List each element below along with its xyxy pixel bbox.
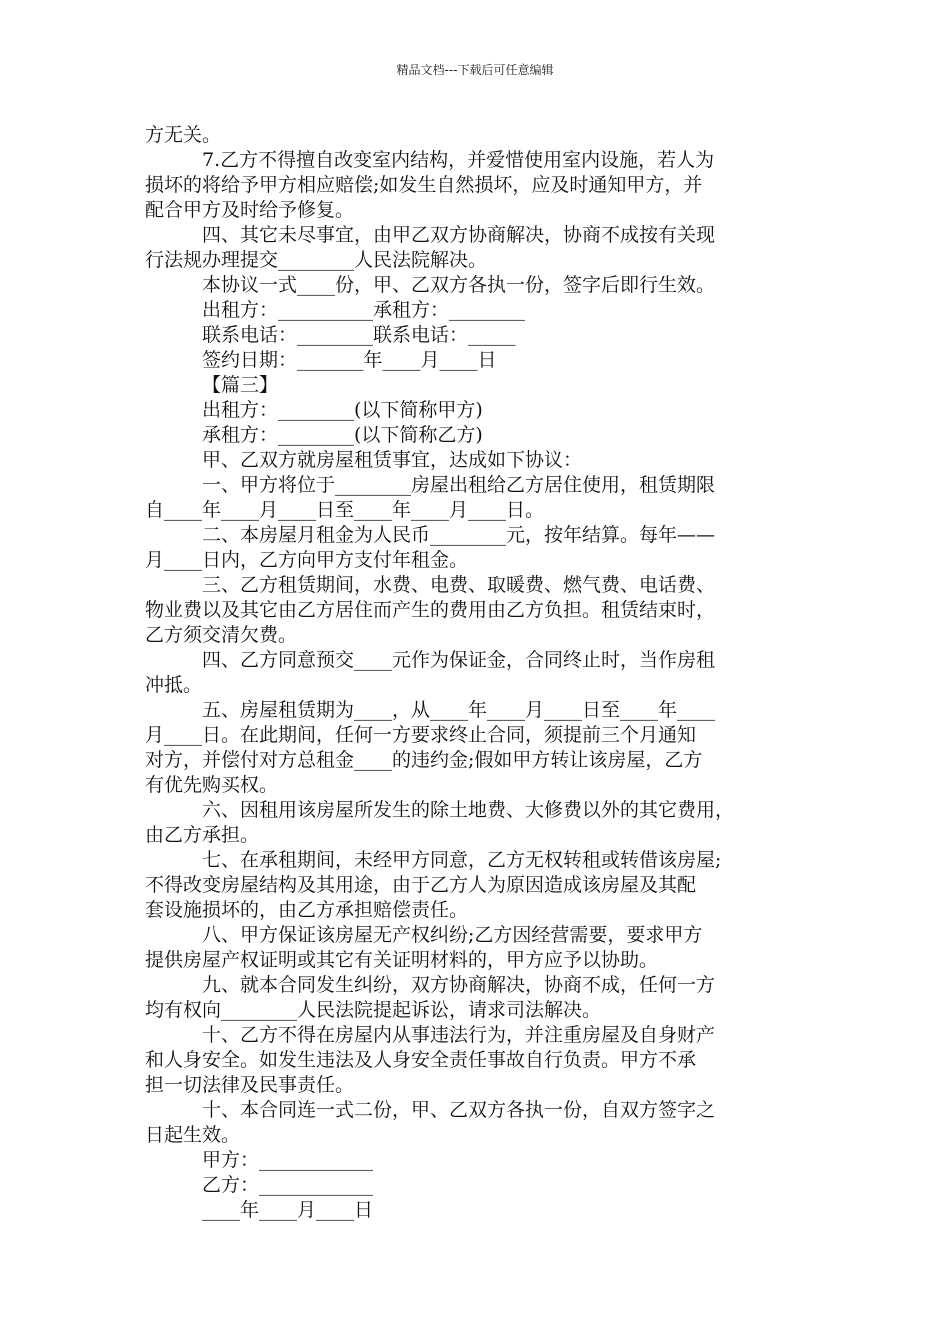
text-line: 出租方：________(以下简称甲方): [202, 399, 483, 421]
text-line: 甲方：____________: [202, 1149, 374, 1171]
text-line: 三、乙方租赁期间，水费、电费、取暖费、燃气费、电话费、: [202, 574, 716, 596]
text-line: 甲、乙双方就房屋租赁事宜，达成如下协议：: [202, 449, 583, 471]
page-header: 精品文档---下载后可任意编辑: [396, 63, 554, 77]
text-line: 二、本房屋月租金为人民币________元，按年结算。每年——: [202, 524, 716, 546]
text-line: 承租方：________(以下简称乙方): [202, 424, 483, 446]
text-line: ____年____月____日: [202, 1199, 374, 1221]
text-line: 月____日内，乙方向甲方支付年租金。: [145, 549, 469, 571]
text-line: 行法规办理提交________人民法院解决。: [145, 249, 488, 271]
text-line: 签约日期：_______年____月____日: [202, 349, 497, 371]
text-line: 九、就本合同发生纠纷，双方协商解决，协商不成，任何一方: [202, 974, 716, 996]
document-body: [145, 123, 810, 1223]
text-line: 五、房屋租赁期为____，从____年____月____日至____年____: [202, 699, 716, 721]
text-line: 损坏的将给予甲方相应赔偿;如发生自然损坏，应及时通知甲方，并: [145, 174, 703, 196]
text-line: 四、乙方同意预交____元作为保证金，合同终止时，当作房租: [202, 649, 716, 671]
text-line: 冲抵。: [145, 674, 203, 696]
text-line: 十、乙方不得在房屋内从事违法行为，并注重房屋及自身财产: [202, 1024, 716, 1046]
text-line: 担一切法律及民事责任。: [145, 1074, 355, 1096]
text-line: 本协议一式____份，甲、乙双方各执一份，签字后即行生效。: [202, 274, 716, 296]
text-line: 乙方：____________: [202, 1174, 374, 1196]
text-line: 套设施损坏的，由乙方承担赔偿责任。: [145, 899, 469, 921]
text-line: 方无关。: [145, 124, 222, 146]
text-line: 乙方须交清欠费。: [145, 624, 298, 646]
text-line: 7.乙方不得擅自改变室内结构，并爱惜使用室内设施，若人为: [202, 149, 715, 171]
text-line: 物业费以及其它由乙方居住而产生的费用由乙方负担。租赁结束时，: [145, 599, 716, 621]
text-line: 对方，并偿付对方总租金____的违约金;假如甲方转让该房屋，乙方: [145, 749, 703, 771]
text-line: 六、因租用该房屋所发生的除土地费、大修费以外的其它费用，: [202, 799, 735, 821]
text-line: 日起生效。: [145, 1124, 241, 1146]
text-line: 和人身安全。如发生违法及人身安全责任事故自行负责。甲方不承: [145, 1049, 697, 1071]
text-line: 配合甲方及时给予修复。: [145, 199, 355, 221]
text-line: 十、本合同连一式二份，甲、乙双方各执一份，自双方签字之: [202, 1099, 716, 1121]
text-line: 提供房屋产权证明或其它有关证明材料的，甲方应予以协助。: [145, 949, 659, 971]
text-line: 有优先购买权。: [145, 774, 279, 796]
text-line: 由乙方承担。: [145, 824, 260, 846]
text-line: 四、其它未尽事宜，由甲乙双方协商解决，协商不成按有关现: [202, 224, 716, 246]
text-line: 【篇三】: [202, 374, 279, 396]
text-line: 自____年____月____日至____年____月____日。: [145, 499, 545, 521]
text-line: 七、在承租期间，未经甲方同意，乙方无权转租或转借该房屋;: [202, 849, 722, 871]
text-line: 八、甲方保证该房屋无产权纠纷;乙方因经营需要，要求甲方: [202, 924, 703, 946]
text-line: 一、甲方将位于________房屋出租给乙方居住使用，租赁期限: [202, 474, 716, 496]
text-line: 联系电话：________联系电话：_____: [202, 324, 516, 346]
text-line: 均有权向________人民法院提起诉讼，请求司法解决。: [145, 999, 602, 1021]
text-line: 不得改变房屋结构及其用途，由于乙方人为原因造成该房屋及其配: [145, 874, 697, 896]
text-line: 出租方：__________承租方：________: [202, 299, 526, 321]
text-line: 月____日。在此期间，任何一方要求终止合同，须提前三个月通知: [145, 724, 697, 746]
